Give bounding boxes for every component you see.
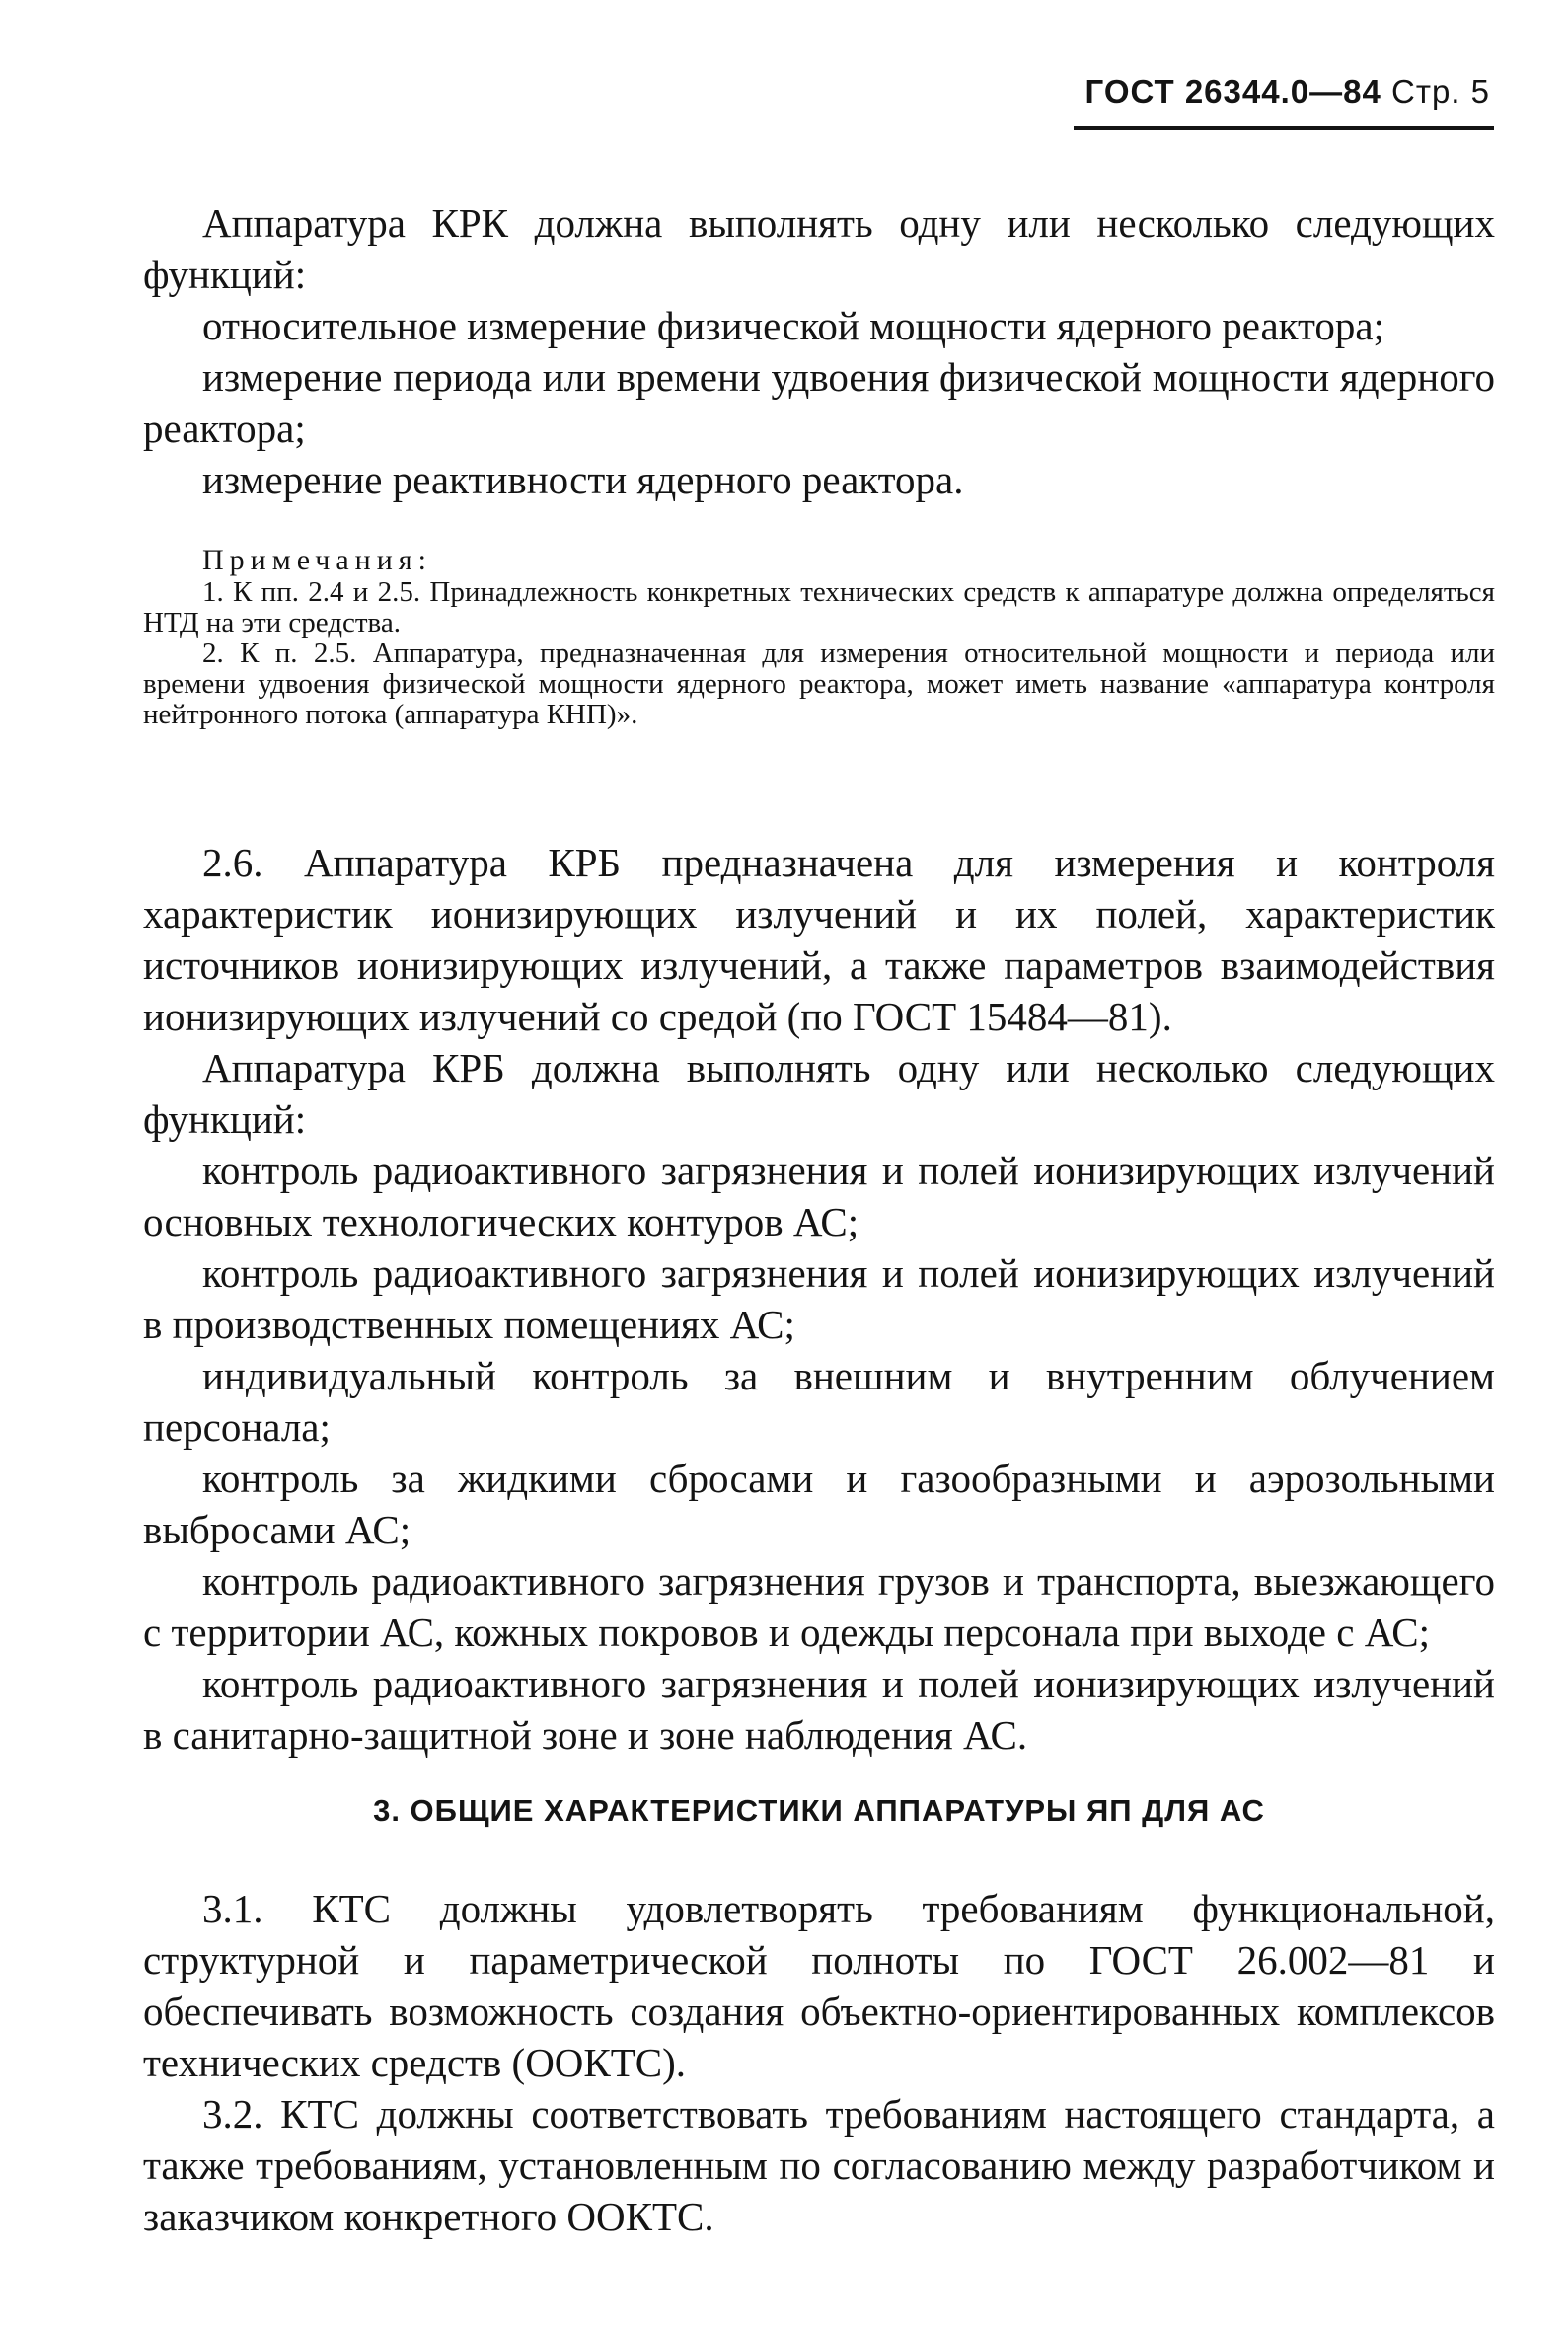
paragraph-3-1: 3.1. КТС должны удовлетворять требованиям функциональной, структурной и параметрической полноты по ГОСТ 26.002—81 и обеспечивать возможность создания объектно-ориентированных комплексов технических средств (ООКТС). — [143, 1886, 1495, 2085]
header-rule — [1074, 126, 1494, 130]
list-item: измерение реактивности ядерного реактора. — [202, 457, 964, 502]
paragraph: Аппаратура КРК должна выполнять одну или несколько следующих функций: — [143, 200, 1495, 297]
list-item: относительное измерение физической мощности ядерного реактора; — [202, 303, 1385, 348]
list-item: контроль радиоактивного загрязнения и полей ионизирующих излучений в санитарно-защитной зоне и зоне наблюдения АС. — [143, 1661, 1495, 1758]
list-item: измерение периода или времени удвоения физической мощности ядерного реактора; — [143, 354, 1495, 451]
page-number: Стр. 5 — [1391, 73, 1490, 110]
section-3-body — [143, 1883, 1495, 2242]
section-3-title: 3. ОБЩИЕ ХАРАКТЕРИСТИКИ АППАРАТУРЫ ЯП ДЛЯ АС — [373, 1793, 1265, 1828]
notes-block — [143, 546, 1495, 730]
notes-heading: Примечания: — [202, 544, 432, 576]
document-id: ГОСТ 26344.0—84 — [1084, 73, 1381, 110]
paragraph-3-2: 3.2. КТС должны соответствовать требованиям настоящего стандарта, а также требованиям, установленным по согласованию между разработчиком и заказчиком конкретного ООКТС. — [143, 2091, 1495, 2239]
paragraph-2-6: 2.6. Аппаратура КРБ предназначена для измерения и контроля характеристик ионизирующих излучений и их полей, характеристик источников ионизирующих излучений, а также параметров взаимодействия ионизирующих излучений со средой (по ГОСТ 15484—81). — [143, 840, 1495, 1039]
note-item: 2. К п. 2.5. Аппаратура, предназначенная для измерения относительной мощности и периода или времени удвоения физической мощности ядерного реактора, может иметь название «аппаратура контроля нейтронного потока (аппаратура КНП)». — [143, 638, 1495, 730]
note-item: 1. К пп. 2.4 и 2.5. Принадлежность конкретных технических средств к аппаратуре должна определяться НТД на эти средства. — [143, 576, 1495, 638]
page-header — [1076, 73, 1490, 111]
list-item: индивидуальный контроль за внешним и внутренним облучением персонала; — [143, 1353, 1495, 1450]
krb-section — [143, 837, 1495, 1761]
list-item: контроль радиоактивного загрязнения и полей ионизирующих излучений основных технологических контуров АС; — [143, 1148, 1495, 1244]
list-item: контроль радиоактивного загрязнения грузов и транспорта, выезжающего с территории АС, кожных покровов и одежды персонала при выходе с АС; — [143, 1558, 1495, 1655]
paragraph: Аппаратура КРБ должна выполнять одну или несколько следующих функций: — [143, 1045, 1495, 1142]
list-item: контроль радиоактивного загрязнения и полей ионизирующих излучений в производственных помещениях АС; — [143, 1250, 1495, 1347]
list-item: контроль за жидкими сбросами и газообразными и аэрозольными выбросами АС; — [143, 1456, 1495, 1552]
krk-functions-block — [143, 197, 1495, 505]
